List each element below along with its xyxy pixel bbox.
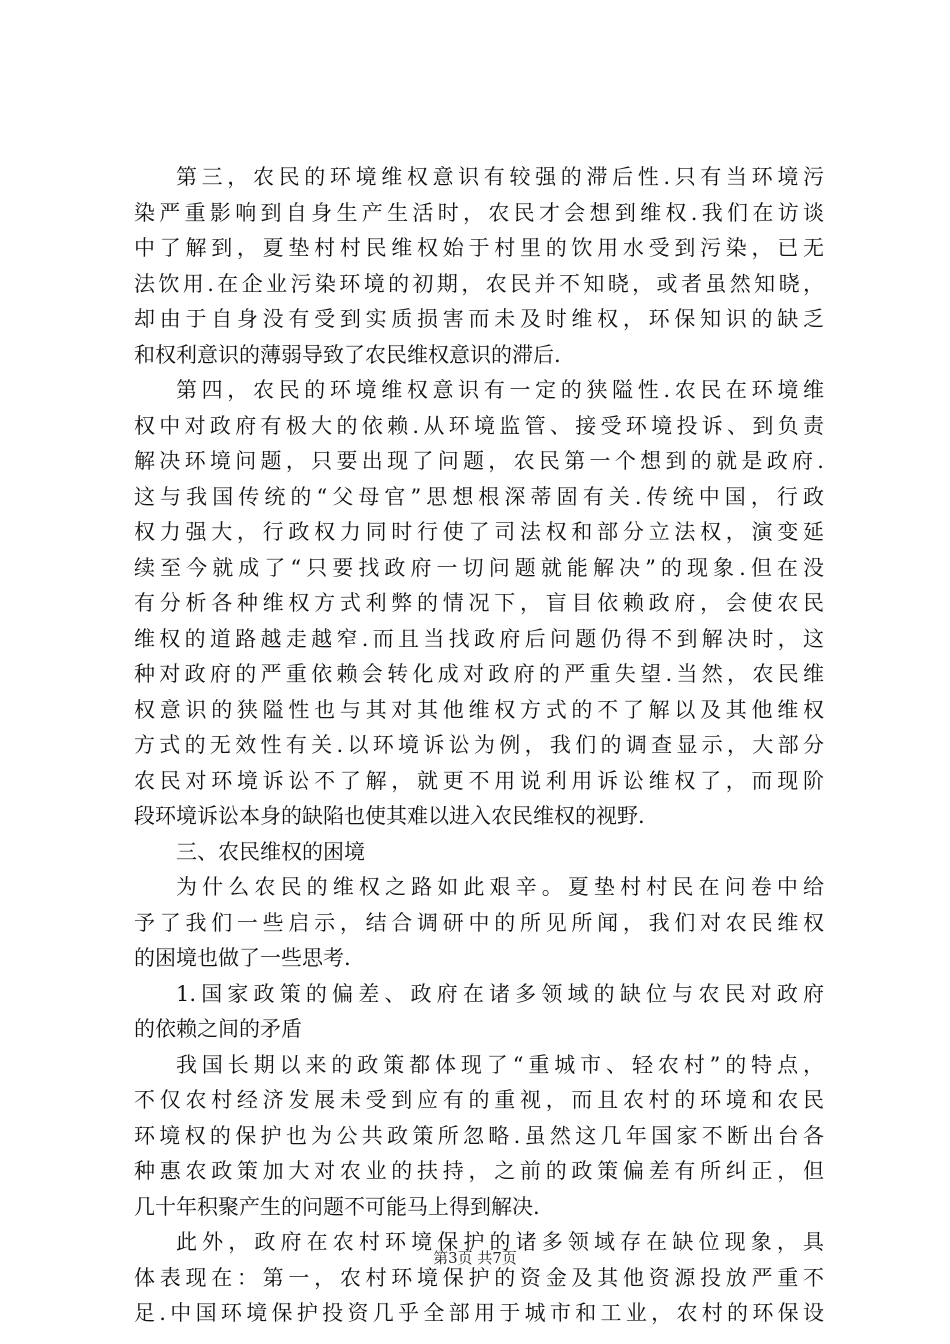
text-line: 却由于自身没有受到实质损害而未及时维权，环保知识的缺乏 xyxy=(134,307,824,331)
text-line: 予了我们一些启示，结合调研中的所见所闻，我们对农民维权 xyxy=(134,910,824,935)
text-line: 方式的无效性有关.以环境诉讼为例，我们的调查显示，大部分 xyxy=(134,733,824,757)
text-line: 权力强大，行政权力同时行使了司法权和部分立法权，演变延 xyxy=(134,520,824,544)
text-line: 解决环境问题，只要出现了问题，农民第一个想到的就是政府. xyxy=(134,449,824,473)
text-line: 染严重影响到自身生产生活时，农民才会想到维权.我们在访谈 xyxy=(134,200,824,225)
text-line: 农民对环境诉讼不了解，就更不用说利用诉讼维权了，而现阶 xyxy=(134,768,824,793)
text-line: 维权的道路越走越窄.而且当找政府后问题仍得不到解决时，这 xyxy=(134,626,824,651)
text-line: 为什么农民的维权之路如此艰辛。夏垫村村民在问卷中给 xyxy=(176,875,824,899)
page-number-footer: 第3页 共7页 xyxy=(433,1249,517,1267)
text-line: 我国长期以来的政策都体现了“重城市、轻农村”的特点， xyxy=(176,1052,824,1077)
section-heading: 三、农民维权的困境 xyxy=(176,839,365,864)
text-line: 足.中国环境保护投资几乎全部用于城市和工业，农村的环保设 xyxy=(134,1301,824,1325)
text-line: 权中对政府有极大的依赖.从环境监管、接受环境投诉、到负责 xyxy=(134,413,824,438)
subsection-heading: 1.国家政策的偏差、政府在诸多领域的缺位与农民对政府 xyxy=(176,981,824,1006)
subsection-heading: 的依赖之间的矛盾 xyxy=(134,1017,302,1041)
text-line: 法饮用.在企业污染环境的初期，农民并不知晓，或者虽然知晓， xyxy=(134,271,824,296)
text-line: 种惠农政策加大对农业的扶持，之前的政策偏差有所纠正，但 xyxy=(134,1159,824,1183)
text-line: 几十年积聚产生的问题不可能马上得到解决. xyxy=(134,1194,540,1219)
text-line: 的困境也做了一些思考. xyxy=(134,946,351,970)
text-line: 段环境诉讼本身的缺陷也使其难以进入农民维权的视野. xyxy=(134,804,645,828)
text-line: 有分析各种维权方式利弊的情况下，盲目依赖政府，会使农民 xyxy=(134,591,824,615)
text-line: 不仅农村经济发展未受到应有的重视，而且农村的环境和农民 xyxy=(134,1088,824,1112)
text-line: 第三，农民的环境维权意识有较强的滞后性.只有当环境污 xyxy=(176,165,824,189)
text-line: 体表现在：第一，农村环境保护的资金及其他资源投放严重不 xyxy=(134,1265,824,1290)
text-line: 种对政府的严重依赖会转化成对政府的严重失望.当然，农民维 xyxy=(134,662,824,686)
text-line: 环境权的保护也为公共政策所忽略.虽然这几年国家不断出台各 xyxy=(134,1123,824,1148)
body-text xyxy=(134,160,824,1332)
text-line: 权意识的狭隘性也与其对其他维权方式的不了解以及其他维权 xyxy=(134,697,824,722)
text-line: 中了解到，夏垫村村民维权始于村里的饮用水受到污染，已无 xyxy=(134,236,824,260)
text-line: 续至今就成了“只要找政府一切问题就能解决”的现象.但在没 xyxy=(134,555,824,580)
text-line: 此外，政府在农村环境保护的诸多领域存在缺位现象，具 xyxy=(176,1230,824,1254)
text-line: 第四，农民的环境维权意识有一定的狭隘性.农民在环境维 xyxy=(176,378,824,402)
text-line: 和权利意识的薄弱导致了农民维权意识的滞后. xyxy=(134,342,561,367)
text-line: 这与我国传统的“父母官”思想根深蒂固有关.传统中国，行政 xyxy=(134,484,824,509)
